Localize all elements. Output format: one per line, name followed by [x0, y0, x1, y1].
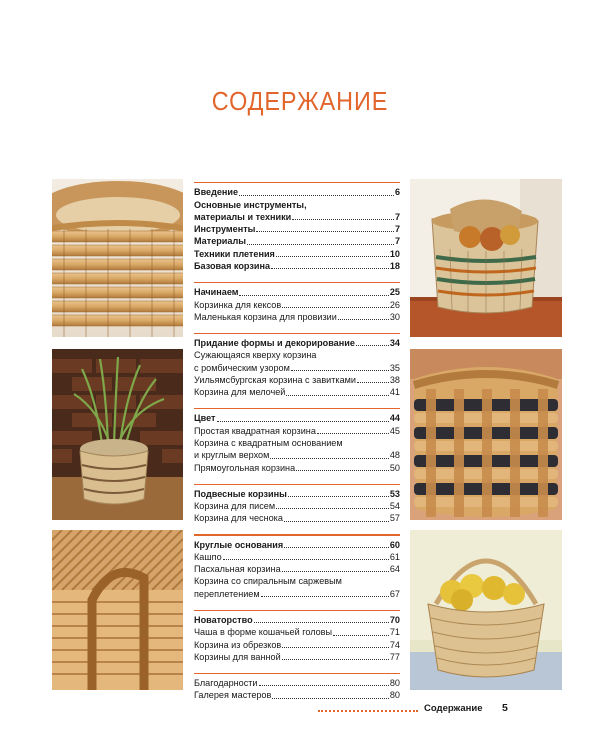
toc-entry[interactable] — [194, 689, 400, 701]
toc-section — [194, 673, 400, 702]
dark-striped-basket-photo — [410, 349, 562, 520]
dot-leader — [239, 195, 394, 196]
toc-entry-title: Корзина для чеснока — [194, 513, 283, 524]
toc-entry-title: Введение — [194, 187, 239, 198]
toc-entry-title: Корзина из обрезков — [194, 639, 282, 650]
toc-entry[interactable] — [194, 437, 400, 462]
toc-entry-title: Круглые основания — [194, 539, 284, 550]
toc-entry[interactable] — [194, 412, 400, 424]
toc-entry-title: Основные инструменты, — [194, 199, 307, 210]
dot-leader — [247, 244, 394, 245]
footer-section-label: Содержание — [424, 703, 483, 714]
dot-leader — [270, 458, 389, 459]
dot-leader — [284, 547, 389, 548]
dot-leader — [357, 382, 389, 383]
toc-entry-page: 25 — [389, 287, 400, 298]
toc-entry[interactable] — [194, 311, 400, 323]
toc-entry[interactable] — [194, 425, 400, 437]
toc-entry-title: Кашпо — [194, 551, 222, 562]
toc-entry[interactable] — [194, 563, 400, 575]
basket-with-lemons-photo — [410, 530, 562, 690]
toc-entry-page: 60 — [389, 539, 400, 550]
toc-entry-page: 41 — [389, 387, 400, 398]
dot-leader — [254, 622, 389, 623]
dot-leader — [282, 307, 389, 308]
section-divider — [194, 333, 400, 334]
toc-entry-page: 30 — [389, 311, 400, 322]
basket-with-apples-photo — [410, 179, 562, 337]
toc-entry[interactable] — [194, 614, 400, 626]
toc-section — [194, 282, 400, 323]
toc-entry[interactable] — [194, 651, 400, 663]
page-title: СОДЕРЖАНИЕ — [211, 86, 389, 116]
toc-entry-page: 50 — [389, 462, 400, 473]
toc-entry-title: Простая квадратная корзина — [194, 425, 316, 436]
section-divider — [194, 182, 400, 183]
dot-leader — [261, 596, 389, 597]
toc-entry-page: 10 — [389, 248, 400, 259]
toc-entry-page: 74 — [389, 639, 400, 650]
dot-leader — [292, 219, 394, 220]
toc-entry-page: 53 — [389, 488, 400, 499]
toc-entry-title-continued: с ромбическим узором — [194, 362, 290, 373]
toc-entry[interactable] — [194, 626, 400, 638]
toc-entry-title: Галерея мастеров — [194, 690, 272, 701]
toc-entry-title: Инструменты — [194, 224, 256, 235]
toc-entry-page: 64 — [389, 564, 400, 575]
dot-leader — [282, 659, 389, 660]
section-divider — [194, 282, 400, 283]
toc-entry-page: 45 — [389, 425, 400, 436]
footer-dotted-rule — [318, 710, 418, 712]
toc-entry[interactable] — [194, 223, 400, 235]
dot-leader — [338, 319, 389, 320]
herringbone-wall-basket-photo — [52, 530, 183, 690]
dot-leader — [217, 421, 389, 422]
toc-entry-title: Техники плетения — [194, 248, 275, 259]
toc-entry-title-continued: материалы и техники — [194, 211, 292, 222]
toc-entry-page: 18 — [389, 261, 400, 272]
toc-entry-page: 57 — [389, 513, 400, 524]
toc-entry[interactable] — [194, 488, 400, 500]
page-number: 5 — [502, 702, 508, 714]
toc-entry[interactable] — [194, 639, 400, 651]
dot-leader — [259, 685, 389, 686]
toc-entry[interactable] — [194, 260, 400, 272]
toc-entry-title: Корзина для писем — [194, 501, 276, 512]
toc-entry[interactable] — [194, 374, 400, 386]
toc-entry-title: Корзина с квадратным основанием — [194, 438, 343, 449]
toc-entry-title: Корзины для ванной — [194, 651, 281, 662]
toc-entry-title: Сужающаяся кверху корзина — [194, 350, 317, 361]
toc-entry-title: Придание формы и декорирование — [194, 338, 355, 349]
toc-entry-title: Пасхальная корзина — [194, 564, 281, 575]
toc-entry[interactable] — [194, 386, 400, 398]
woven-basket-rim-photo — [52, 179, 183, 337]
section-divider — [194, 408, 400, 409]
toc-entry-page: 44 — [389, 413, 400, 424]
toc-section — [194, 333, 400, 399]
toc-entry[interactable] — [194, 512, 400, 524]
toc-entry-page: 61 — [389, 551, 400, 562]
toc-entry-title-continued: переплетением — [194, 588, 260, 599]
toc-entry-page: 80 — [389, 690, 400, 701]
toc-entry[interactable] — [194, 539, 400, 551]
toc-entry[interactable] — [194, 235, 400, 247]
toc-entry-page: 6 — [394, 187, 400, 198]
dot-leader — [291, 370, 389, 371]
toc-entry-title: Начинаем — [194, 287, 239, 298]
toc-entry-page: 54 — [389, 501, 400, 512]
toc-entry[interactable] — [194, 199, 400, 224]
toc-entry[interactable] — [194, 286, 400, 298]
dot-leader — [288, 496, 389, 497]
toc-entry-page: 38 — [389, 374, 400, 385]
toc-entry[interactable] — [194, 500, 400, 512]
toc-section — [194, 484, 400, 525]
dot-leader — [272, 698, 389, 699]
dot-leader — [282, 647, 389, 648]
page-footer — [318, 703, 568, 717]
dot-leader — [276, 508, 389, 509]
dot-leader — [256, 231, 394, 232]
toc-entry-title: Подвесные корзины — [194, 488, 287, 499]
dot-leader — [276, 256, 389, 257]
toc-entry-title: Благодарности — [194, 678, 258, 689]
toc-entry-page: 7 — [394, 236, 400, 247]
toc-entry-page: 7 — [394, 211, 400, 222]
toc-section — [194, 534, 400, 600]
dot-leader — [286, 395, 388, 396]
toc-entry-page: 67 — [389, 588, 400, 599]
toc-entry-title-continued: и круглым верхом — [194, 450, 270, 461]
toc-entry-page: 77 — [389, 651, 400, 662]
toc-entry-page: 34 — [389, 338, 400, 349]
toc-entry[interactable] — [194, 337, 400, 349]
dot-leader — [333, 635, 389, 636]
dot-leader — [296, 470, 389, 471]
toc-entry-page: 70 — [389, 614, 400, 625]
table-of-contents — [194, 182, 400, 702]
section-divider — [194, 534, 400, 535]
toc-entry-title: Базовая корзина — [194, 261, 270, 272]
toc-entry-title: Материалы — [194, 236, 247, 247]
toc-entry[interactable] — [194, 462, 400, 474]
toc-entry[interactable] — [194, 248, 400, 260]
toc-entry-title: Маленькая корзина для провизии — [194, 311, 337, 322]
toc-entry-page: 26 — [389, 299, 400, 310]
section-divider — [194, 673, 400, 674]
toc-entry-title: Прямоугольная корзина — [194, 462, 296, 473]
dot-leader — [317, 433, 389, 434]
toc-entry-page: 7 — [394, 224, 400, 235]
toc-entry[interactable] — [194, 575, 400, 600]
toc-entry-page: 48 — [389, 450, 400, 461]
dot-leader — [223, 559, 389, 560]
section-divider — [194, 610, 400, 611]
toc-entry-title: Чаша в форме кошачьей головы — [194, 627, 333, 638]
toc-entry-title: Корзинка для кексов — [194, 299, 282, 310]
dot-leader — [284, 521, 389, 522]
dot-leader — [271, 268, 389, 269]
toc-entry[interactable] — [194, 299, 400, 311]
section-divider — [194, 484, 400, 485]
toc-section — [194, 408, 400, 474]
toc-entry-title: Новаторство — [194, 614, 253, 625]
toc-entry-title: Уильямсбургская корзина с завитками — [194, 374, 356, 385]
toc-entry[interactable] — [194, 186, 400, 198]
dot-leader — [239, 295, 388, 296]
toc-entry[interactable] — [194, 349, 400, 374]
toc-entry-page: 71 — [389, 627, 400, 638]
toc-entry-page: 80 — [389, 678, 400, 689]
dot-leader — [356, 345, 389, 346]
toc-entry[interactable] — [194, 551, 400, 563]
toc-section — [194, 182, 400, 272]
toc-entry-title: Цвет — [194, 413, 216, 424]
toc-entry-page: 35 — [389, 362, 400, 373]
dot-leader — [282, 571, 389, 572]
toc-section — [194, 610, 400, 663]
basket-with-plant-photo — [52, 349, 183, 520]
toc-entry[interactable] — [194, 677, 400, 689]
toc-entry-title: Корзина со спиральным саржевым — [194, 576, 342, 587]
toc-entry-title: Корзина для мелочей — [194, 387, 286, 398]
